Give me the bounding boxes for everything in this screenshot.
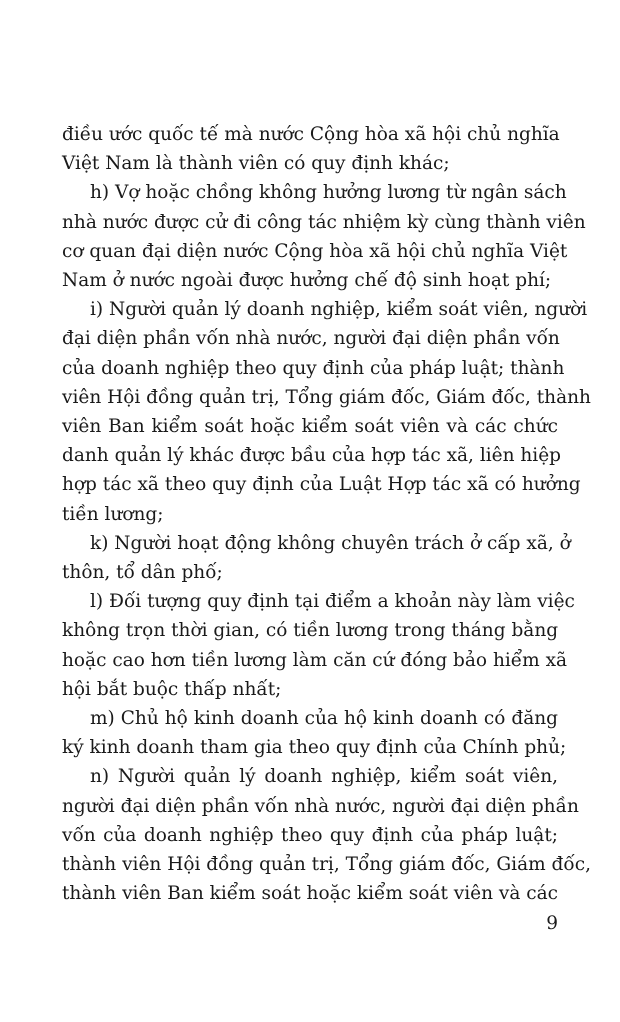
text-line: vốn của doanh nghiệp theo quy định của pháp luật; (62, 824, 558, 846)
text-line: thôn, tổ dân phố; (62, 562, 223, 583)
text-line: cơ quan đại diện nước Cộng hòa xã hội chủ nghĩa Việt (62, 240, 568, 262)
text-line: viên Hội đồng quản trị, Tổng giám đốc, Giám đốc, thành (62, 386, 591, 408)
page-number: 9 (546, 913, 558, 934)
text-line: thành viên Ban kiểm soát hoặc kiểm soát viên và các (62, 883, 558, 905)
text-line: Nam ở nước ngoài được hưởng chế độ sinh hoạt phí; (62, 270, 552, 291)
text-line: điều ước quốc tế mà nước Cộng hòa xã hội chủ nghĩa (62, 124, 560, 145)
text-line: viên Ban kiểm soát hoặc kiểm soát viên và các chức (62, 416, 558, 437)
text-line: hoặc cao hơn tiền lương làm căn cứ đóng bảo hiểm xã (62, 649, 568, 671)
text-line: không trọn thời gian, có tiền lương trong tháng bằng (62, 620, 559, 642)
text-line: k) Người hoạt động không chuyên trách ở cấp xã, ở (90, 532, 571, 554)
text-line: danh quản lý khác được bầu của hợp tác xã, liên hiệp (62, 445, 562, 467)
text-line: m) Chủ hộ kinh doanh của hộ kinh doanh có đăng (90, 708, 558, 729)
text-line: hội bắt buộc thấp nhất; (62, 678, 282, 700)
text-line: thành viên Hội đồng quản trị, Tổng giám đốc, Giám đốc, (62, 854, 591, 875)
text-line: i) Người quản lý doanh nghiệp, kiểm soát viên, người (90, 299, 588, 321)
text-line: n) Người quản lý doanh nghiệp, kiểm soát viên, (90, 766, 558, 788)
text-line: ký kinh doanh tham gia theo quy định của Chính phủ; (62, 737, 567, 759)
text-line: đại diện phần vốn nhà nước, người đại diện phần vốn (62, 328, 560, 350)
text-line: l) Đối tượng quy định tại điểm a khoản này làm việc (90, 591, 575, 613)
text-line: Việt Nam là thành viên có quy định khác; (62, 153, 450, 175)
text-line: tiền lương; (62, 503, 164, 525)
text-line: nhà nước được cử đi công tác nhiệm kỳ cùng thành viên (62, 211, 586, 233)
text-line: h) Vợ hoặc chồng không hưởng lương từ ngân sách (90, 182, 567, 204)
text-line: của doanh nghiệp theo quy định của pháp luật; thành (62, 357, 565, 379)
text-line: hợp tác xã theo quy định của Luật Hợp tác xã có hưởng (62, 474, 581, 496)
text-line: người đại diện phần vốn nhà nước, người đại diện phần (62, 795, 579, 817)
